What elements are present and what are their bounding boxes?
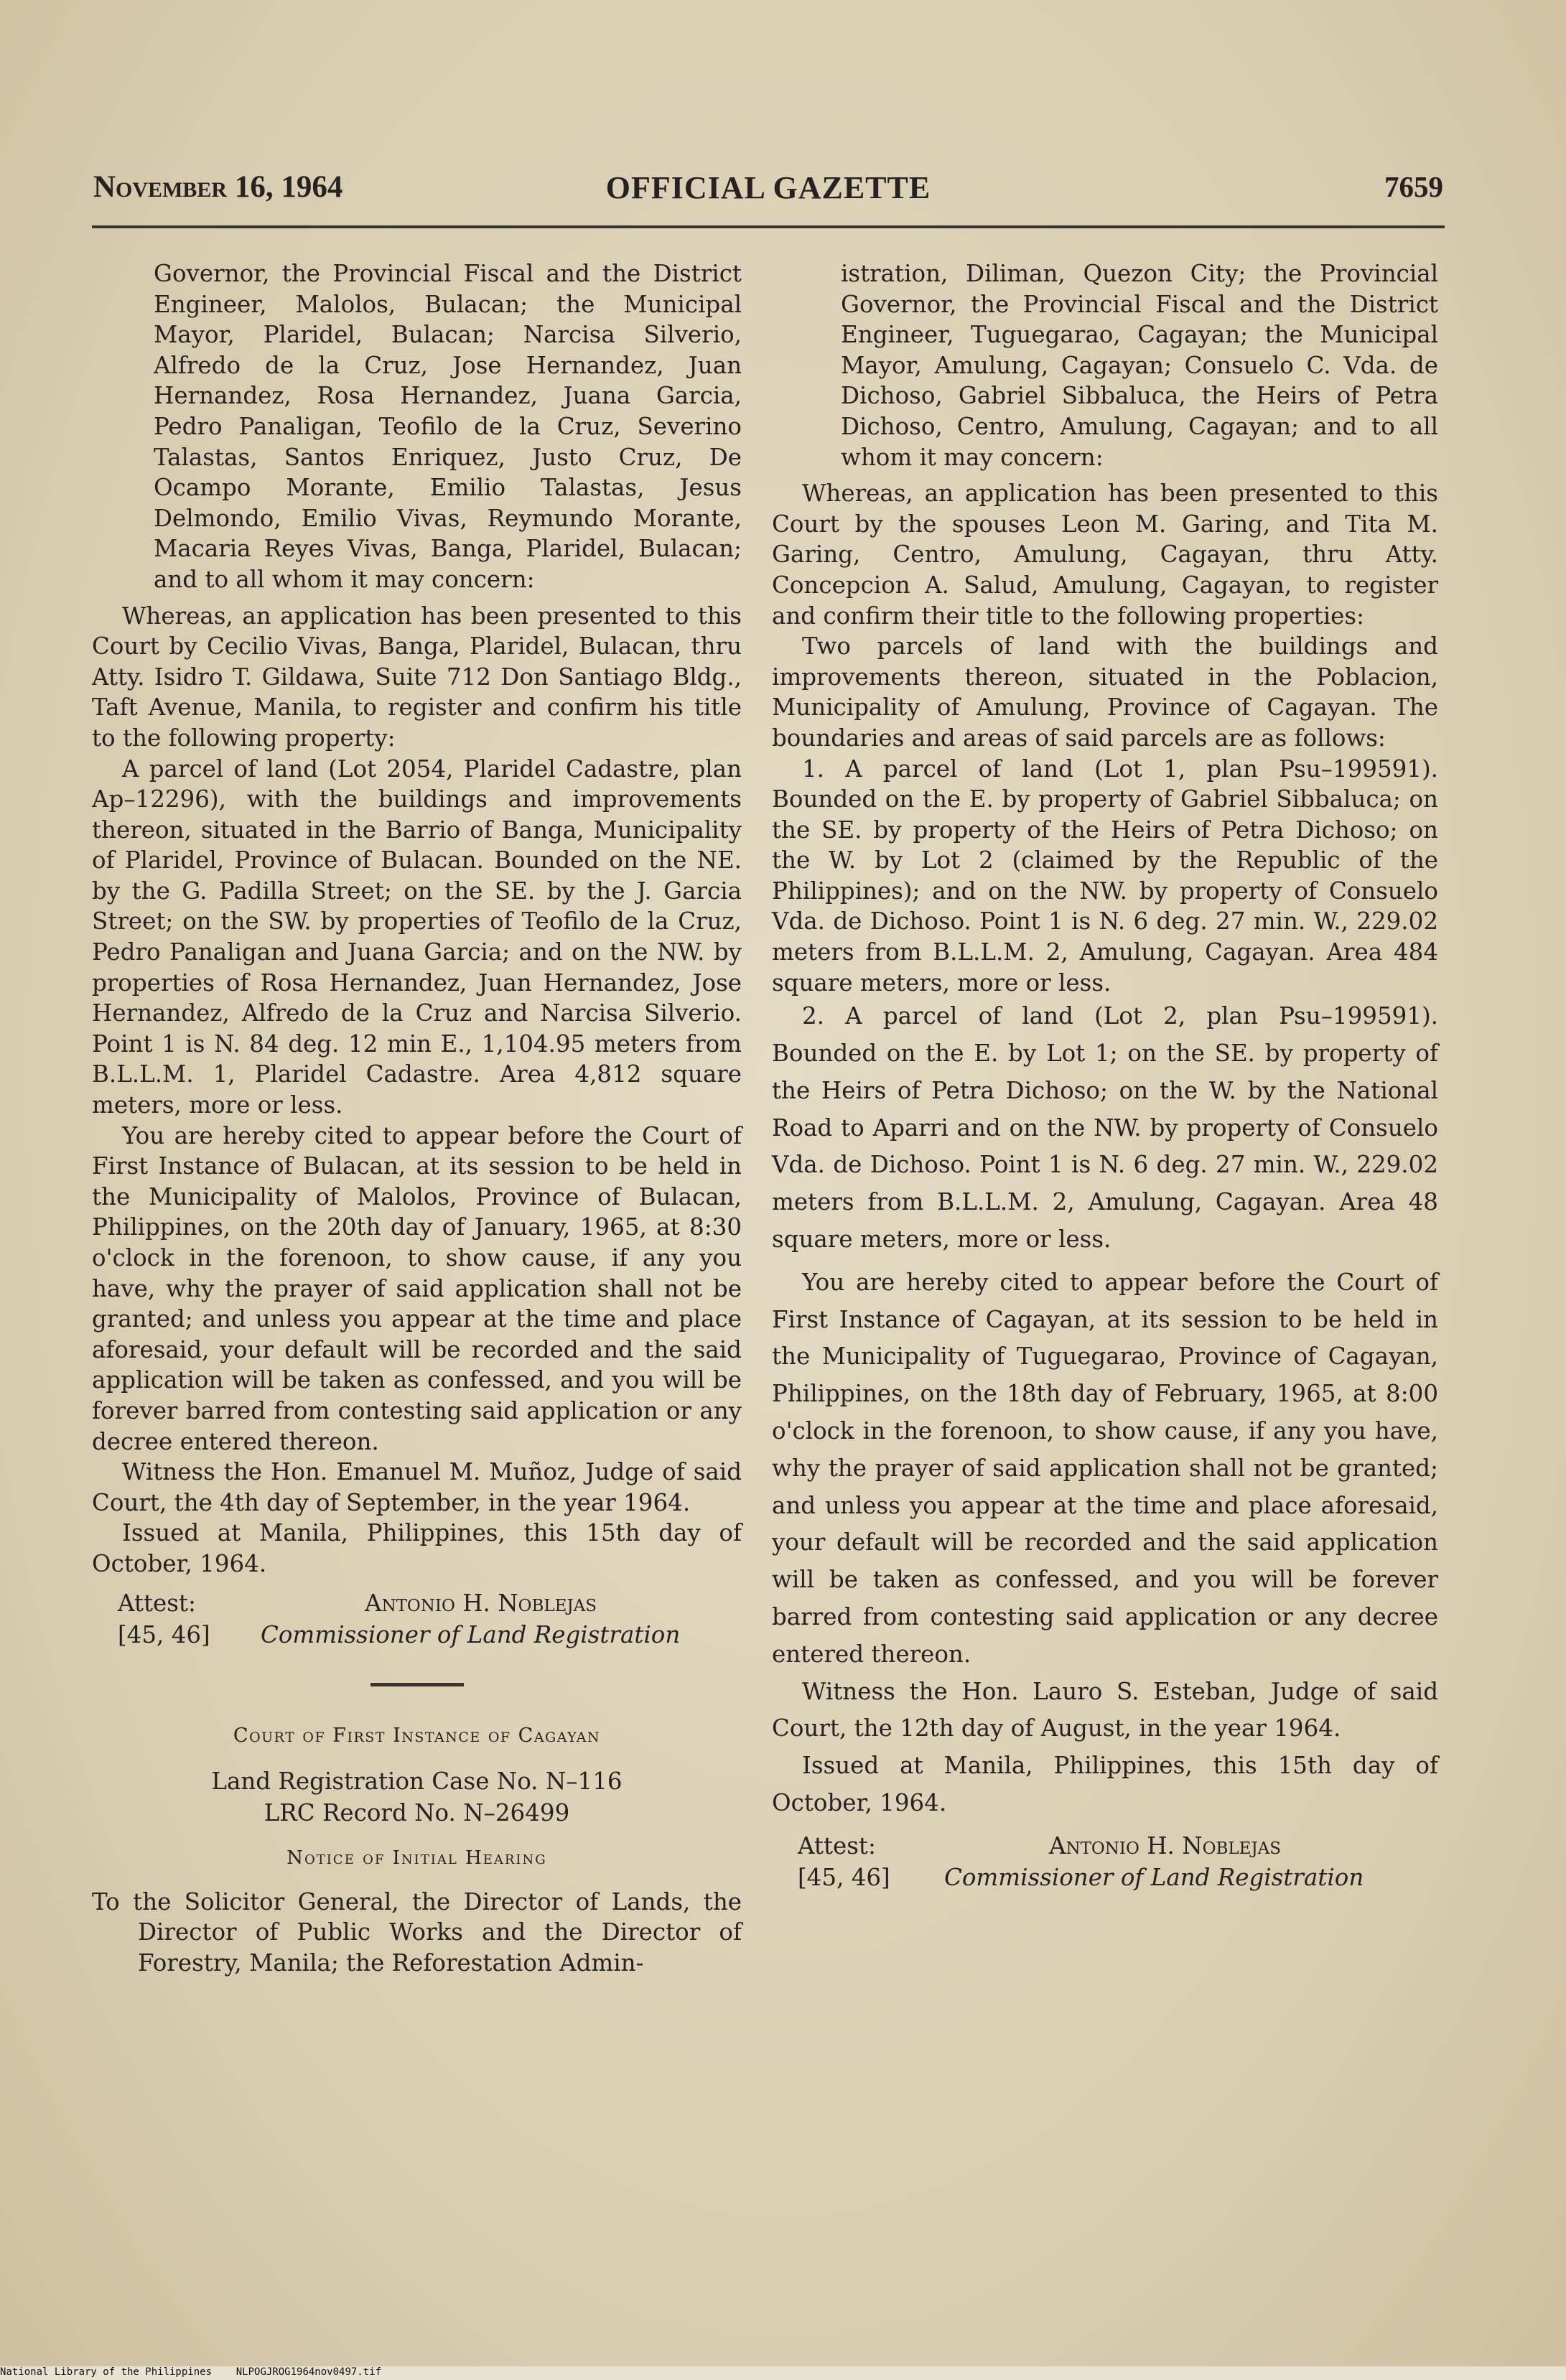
attest-role: Commissioner of Land Registration bbox=[944, 1863, 1364, 1891]
page-number: 7659 bbox=[1384, 170, 1443, 203]
right-column bbox=[772, 258, 1438, 1897]
lrc-record: LRC Record No. N–26499 bbox=[264, 1799, 570, 1827]
attest-codes: [45, 46] bbox=[118, 1620, 210, 1648]
right-intro: istration, Diliman, Quezon City; the Provincial Governor, the Provincial Fiscal and the District Engineer, Tuguegarao, Cagayan; the Municipal Mayor, Amulung, Cagayan; Consuelo C. Vda. de Dichoso, Gabriel Sibbaluca, the Heirs of Petra Dichoso, Centro, Amulung, Cagayan; and to all whom it may concern: bbox=[841, 260, 1438, 471]
attest-codes: [45, 46] bbox=[798, 1863, 890, 1891]
right-two-parcels: Two parcels of land with the buildings and improvements thereon, situated in the Poblacion, Municipality of Amulung, Province of Cagayan. The boundaries and areas of said parcels are as follows: bbox=[772, 633, 1438, 752]
notice-heading: Notice of Initial Hearing bbox=[286, 1847, 547, 1870]
issue-date: November 16, 1964 bbox=[93, 170, 343, 204]
right-witness: Witness the Hon. Lauro S. Esteban, Judge of said Court, the 12th day of August, in the year 1964. bbox=[772, 1677, 1438, 1742]
left-intro: Governor, the Provincial Fiscal and the District Engineer, Malolos, Bulacan; the Municipal Mayor, Plaridel, Bulacan; Narcisa Silverio, Alfredo de la Cruz, Jose Hernandez, Juan Hernandez, Rosa Hernandez, Juana Garcia, Pedro Panaligan, Teofilo de la Cruz, Severino Talastas, Santos Enriquez, Justo Cruz, De Ocampo Morante, Emilio Talastas, Jesus Delmondo, Emilio Vivas, Reymundo Morante, Macaria Reyes Vivas, Banga, Plaridel, Bulacan; and to all whom it may concern: bbox=[154, 260, 742, 593]
attest-name: Antonio H. Noblejas bbox=[365, 1589, 597, 1617]
attest-label: Attest: bbox=[798, 1831, 876, 1859]
left-witness: Witness the Hon. Emanuel M. Muñoz, Judge of said Court, the 4th day of September, in the year 1964. bbox=[92, 1458, 742, 1516]
right-whereas: Whereas, an application has been presented to this Court by the spouses Leon M. Garing, and Tita M. Garing, Centro, Amulung, Cagayan, thru Atty. Concepcion A. Salud, Amulung, Cagayan, to register and confirm their title to the following properties: bbox=[772, 480, 1438, 630]
page-header bbox=[93, 169, 1443, 213]
attest-role: Commissioner of Land Registration bbox=[261, 1620, 681, 1648]
case-number: Land Registration Case No. N–116 bbox=[211, 1768, 623, 1796]
right-parcel-2: 2. A parcel of land (Lot 2, plan Psu–199591). Bounded on the E. by Lot 1; on the SE. by property of the Heirs of Petra Dichoso; on the W. by the National Road to Aparri and on the NW. by property of Consuelo Vda. de Dichoso. Point 1 is N. 6 deg. 27 min. W., 229.02 meters from B.L.L.M. 2, Amulung, Cagayan. Area 48 square meters, more or less. bbox=[772, 1002, 1438, 1254]
footer-library: National Library of the Philippines bbox=[0, 2366, 213, 2378]
left-cited: You are hereby cited to appear before the Court of First Instance of Bulacan, at its session to be held in the Municipality of Malolos, Province of Bulacan, Philippines, on the 20th day of January, 1965, at 8:30 o'clock in the forenoon, to show cause, if any you have, why the prayer of said application shall not be granted; and unless you appear at the time and place aforesaid, your default will be recorded and the said application will be taken as confessed, and you will be forever barred from contesting said application or any decree entered thereon. bbox=[92, 1121, 742, 1455]
scan-footer bbox=[0, 2366, 1566, 2380]
right-attestation bbox=[772, 1831, 1438, 1897]
left-attestation bbox=[92, 1588, 742, 1654]
left-parcel: A parcel of land (Lot 2054, Plaridel Cadastre, plan Ap–12296), with the buildings and improvements thereon, situated in the Barrio of Banga, Municipality of Plaridel, Province of Bulacan. Bounded on the NE. by the G. Padilla Street; on the SE. by the J. Garcia Street; on the SW. by properties of Teofilo de la Cruz, Pedro Panaligan and Juana Garcia; and on the NW. by properties of Rosa Hernandez, Juan Hernandez, Jose Hernandez, Alfredo de la Cruz and Narcisa Silverio. Point 1 is N. 84 deg. 12 min E., 1,104.95 meters from B.L.L.M. 1, Plaridel Cadastre. Area 4,812 square meters, more or less. bbox=[92, 755, 742, 1119]
attest-label: Attest: bbox=[118, 1589, 196, 1617]
court-heading: Court of First Instance of Cagayan bbox=[233, 1724, 601, 1747]
left-issued: Issued at Manila, Philippines, this 15th day of October, 1964. bbox=[92, 1519, 742, 1577]
left-whereas: Whereas, an application has been presented to this Court by Cecilio Vivas, Banga, Plaridel, Bulacan, thru Atty. Isidro T. Gildawa, Suite 712 Don Santiago Bldg., Taft Avenue, Manila, to register and confirm his title to the following property: bbox=[92, 602, 742, 752]
attest-name: Antonio H. Noblejas bbox=[1049, 1831, 1282, 1859]
left-to-line: To the Solicitor General, the Director of Lands, the Director of Public Works and the Director of Forestry, Manila; the Reforestation Admin- bbox=[92, 1887, 742, 1977]
publication-title: OFFICIAL GAZETTE bbox=[605, 170, 931, 205]
footer-filename: NLPOGJROG1964nov0497.tif bbox=[236, 2366, 382, 2378]
right-parcel-1: 1. A parcel of land (Lot 1, plan Psu–199591). Bounded on the E. by property of Gabriel Sibbaluca; on the SE. by property of the Heirs of Petra Dichoso; on the W. by Lot 2 (claimed by the Republic of the Philippines); and on the NW. by property of Consuelo Vda. de Dichoso. Point 1 is N. 6 deg. 27 min. W., 229.02 meters from B.L.L.M. 2, Amulung, Cagayan. Area 484 square meters, more or less. bbox=[772, 755, 1438, 997]
section-divider bbox=[370, 1683, 464, 1686]
right-cited: You are hereby cited to appear before the Court of First Instance of Cagayan, at its session to be held in the Municipality of Tuguegarao, Province of Cagayan, Philippines, on the 18th day of February, 1965, at 8:00 o'clock in the forenoon, to show cause, if any you have, why the prayer of said application shall not be granted; and unless you appear at the time and place aforesaid, your default will be recorded and the said application will be taken as confessed, and you will be forever barred from contesting said application or any decree entered thereon. bbox=[772, 1268, 1438, 1668]
left-column bbox=[92, 258, 742, 1979]
header-rule bbox=[92, 225, 1445, 228]
right-issued: Issued at Manila, Philippines, this 15th day of October, 1964. bbox=[772, 1752, 1438, 1816]
